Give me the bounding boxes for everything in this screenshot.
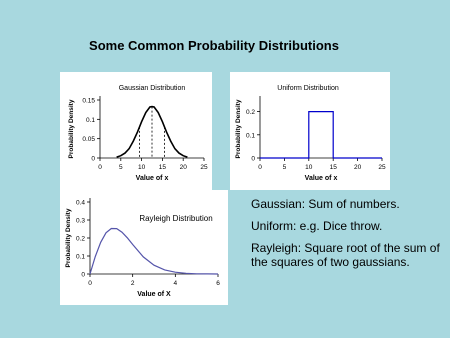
y-tick-label: 0.2	[245, 109, 255, 117]
y-tick-label: 0.1	[85, 116, 95, 124]
x-axis-label: Value of x	[304, 175, 338, 182]
note-gaussian: Gaussian: Sum of numbers.	[251, 197, 400, 211]
y-tick-label: 0	[91, 155, 95, 163]
x-axis-label: Value of X	[137, 291, 171, 298]
note-rayleigh: Rayleigh: Square root of the sum of the squares of two gaussians.	[251, 241, 440, 269]
x-tick-label: 0	[258, 164, 262, 171]
x-tick-label: 10	[305, 164, 313, 171]
y-tick-label: 0.1	[75, 253, 85, 261]
gaussian-chart	[60, 72, 212, 190]
x-tick-label: 6	[216, 280, 220, 287]
x-tick-label: 20	[353, 164, 362, 171]
uniform-chart-panel	[230, 72, 390, 190]
note-uniform: Uniform: e.g. Dice throw.	[251, 219, 383, 233]
y-axis-label: Probability Density	[68, 99, 75, 159]
x-tick-label: 10	[137, 164, 146, 171]
x-tick-label: 5	[282, 164, 287, 171]
chart-title: Uniform Distribution	[277, 85, 339, 92]
y-tick-label: 0	[81, 271, 85, 279]
page-title: Some Common Probability Distributions	[89, 38, 339, 53]
x-tick-label: 4	[173, 280, 178, 287]
y-tick-label: 0.05	[82, 136, 95, 144]
y-tick-label: 0.4	[75, 199, 85, 207]
x-tick-label: 25	[200, 164, 208, 171]
x-tick-label: 15	[158, 164, 167, 171]
y-tick-label: 0.3	[75, 217, 85, 225]
x-tick-label: 0	[98, 164, 102, 171]
gaussian-chart-panel	[60, 72, 212, 190]
x-axis-label: Value of x	[135, 175, 169, 182]
x-tick-label: 5	[118, 164, 123, 171]
series-line	[90, 229, 218, 275]
y-axis-label: Probability Density	[65, 208, 72, 268]
rayleigh-chart-panel	[60, 190, 228, 305]
uniform-chart	[230, 72, 390, 190]
y-axis-label: Probability Density	[235, 99, 242, 159]
x-tick-label: 2	[130, 280, 135, 287]
y-tick-label: 0.1	[245, 132, 255, 140]
y-tick-label: 0.15	[82, 97, 95, 105]
series-line	[260, 112, 382, 158]
rayleigh-chart	[60, 190, 228, 305]
y-tick-label: 0	[251, 155, 255, 163]
x-tick-label: 15	[329, 164, 337, 171]
x-tick-label: 20	[179, 164, 187, 171]
notes-panel	[251, 197, 447, 277]
x-tick-label: 0	[88, 280, 92, 287]
chart-title: Gaussian Distribution	[118, 85, 186, 92]
chart-title: Rayleigh Distribution	[139, 214, 213, 223]
x-tick-label: 25	[378, 164, 386, 171]
y-tick-label: 0.2	[75, 235, 85, 243]
